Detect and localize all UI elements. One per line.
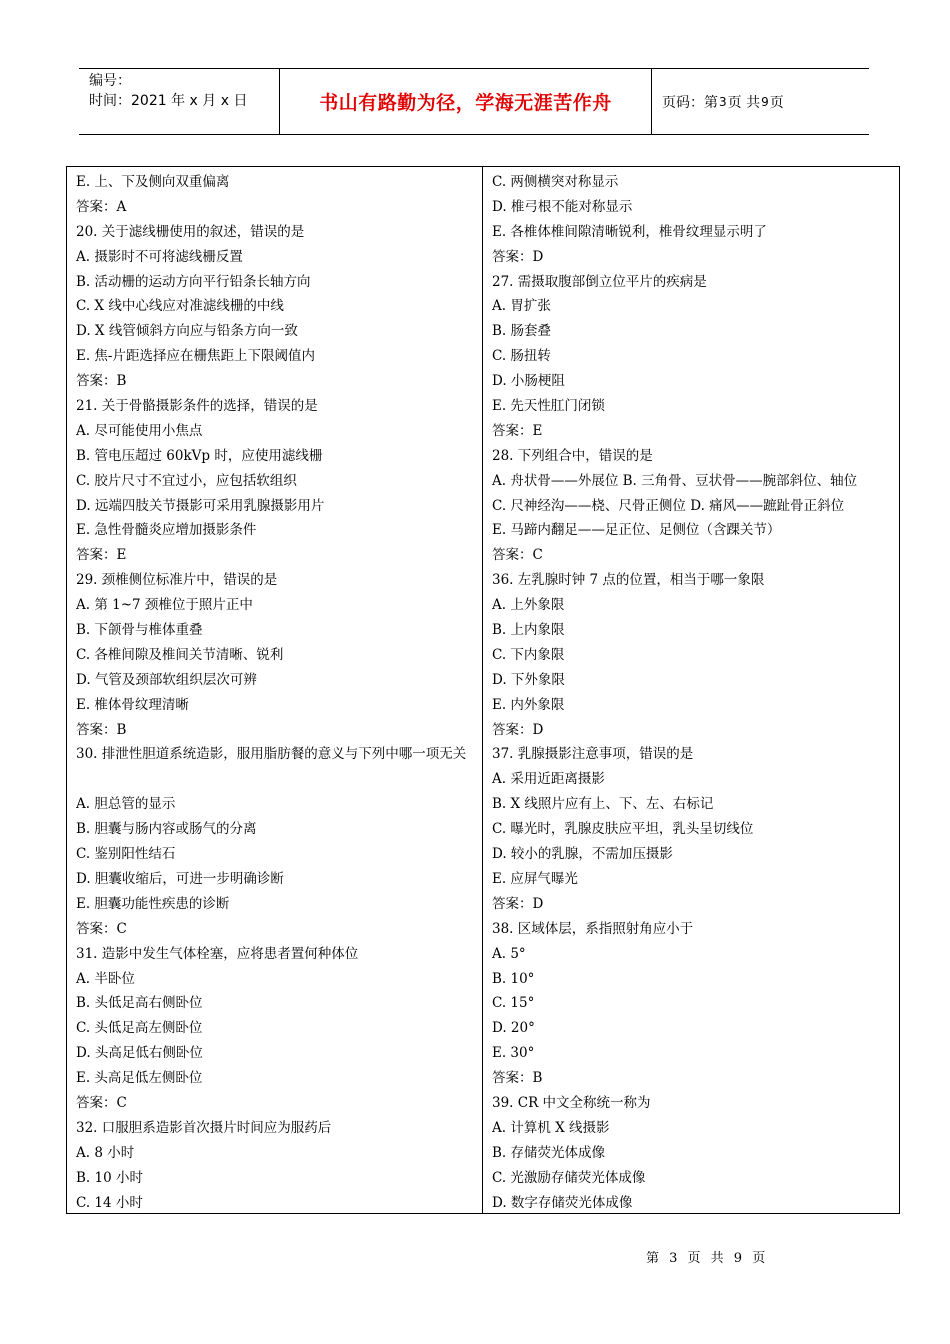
- answer-line: 答案：B: [76, 373, 127, 390]
- question-stem: 36. 左乳腺时钟 7 点的位置，相当于哪一象限: [492, 572, 765, 589]
- option-line: D. 椎弓根不能对称显示: [492, 198, 633, 215]
- page-footer: 第 3 页 共 9 页: [646, 1251, 769, 1266]
- option-line: E. 椎体骨纹理清晰: [76, 696, 189, 713]
- option-line: E. 胆囊功能性疾患的诊断: [76, 895, 230, 912]
- option-line: B. 胆囊与肠内容或肠气的分离: [76, 821, 257, 838]
- answer-line: 答案：B: [492, 1070, 543, 1087]
- option-line: D. 数字存储荧光体成像: [492, 1194, 633, 1211]
- option-line: A. 摄影时不可将滤线栅反置: [76, 248, 243, 265]
- column-divider: [482, 167, 483, 1213]
- option-line: B. X 线照片应有上、下、左、右标记: [492, 796, 714, 813]
- answer-line: 答案：D: [492, 895, 544, 912]
- option-line: E. 先天性肛门闭锁: [492, 398, 605, 415]
- option-line: B. 存储荧光体成像: [492, 1144, 606, 1161]
- option-line: A. 尽可能使用小焦点: [76, 422, 203, 439]
- option-line: D. X 线管倾斜方向应与铅条方向一致: [76, 323, 298, 340]
- document-number-label: 编号：: [89, 73, 131, 89]
- answer-line: 答案：C: [76, 920, 127, 937]
- option-line: E. 焦-片距选择应在栅焦距上下限阈值内: [76, 348, 315, 365]
- option-line: D. 20°: [492, 1020, 535, 1037]
- header-motto: 书山有路勤为径，学海无涯苦作舟: [280, 69, 652, 134]
- option-line: B. 活动栅的运动方向平行铅条长轴方向: [76, 273, 311, 290]
- question-stem: 39. CR 中文全称统一称为: [492, 1094, 651, 1111]
- question-stem: 27. 需摄取腹部倒立位平片的疾病是: [492, 273, 707, 290]
- question-stem: 37. 乳腺摄影注意事项，错误的是: [492, 746, 694, 763]
- option-line: C. 尺神经沟——桡、尺骨正侧位 D. 痛风——蹠趾骨正斜位: [492, 497, 845, 514]
- answer-line: 答案：D: [492, 721, 544, 738]
- page-prefix: 页码：第: [662, 94, 718, 111]
- question-stem: 31. 造影中发生气体栓塞，应将患者置何种体位: [76, 945, 359, 962]
- option-line: D. 较小的乳腺，不需加压摄影: [492, 846, 673, 863]
- option-line: E. 上、下及侧向双重偏离: [76, 174, 230, 190]
- header-page-number: [652, 69, 869, 134]
- right-column: [492, 170, 894, 1215]
- answer-line: 答案：E: [492, 422, 543, 439]
- option-line: A. 胆总管的显示: [76, 796, 176, 813]
- option-line: E. 内外象限: [492, 696, 565, 713]
- option-line: A. 8 小时: [76, 1144, 135, 1161]
- option-line: D. 小肠梗阻: [492, 373, 565, 390]
- option-line: B. 上内象限: [492, 622, 565, 639]
- page-total: 9: [761, 94, 769, 109]
- option-line: E. 急性骨髓炎应增加摄影条件: [76, 522, 257, 539]
- question-stem: 32. 口服胆系造影首次摄片时间应为服药后: [76, 1119, 332, 1136]
- option-line: C. 肠扭转: [492, 348, 551, 365]
- option-line: C. 光激励存储荧光体成像: [492, 1169, 646, 1186]
- document-date: 时间：2021 年 x 月 x 日: [89, 93, 248, 109]
- option-line: B. 下颌骨与椎体重叠: [76, 622, 203, 639]
- option-line: C. 鉴别阳性结石: [76, 846, 176, 863]
- option-line: B. 头低足高右侧卧位: [76, 995, 203, 1012]
- question-stem: 29. 颈椎侧位标准片中，错误的是: [76, 572, 278, 589]
- answer-line: 答案：A: [76, 198, 127, 215]
- option-line: B. 10°: [492, 970, 535, 987]
- option-line: B. 肠套叠: [492, 323, 552, 340]
- option-line: E. 30°: [492, 1045, 535, 1062]
- question-table: [66, 166, 900, 1214]
- header-meta: [79, 69, 280, 134]
- answer-line: 答案：C: [492, 547, 543, 564]
- option-line: C. 头低足高左侧卧位: [76, 1020, 203, 1037]
- option-line: B. 10 小时: [76, 1169, 143, 1186]
- page-mid: 页 共: [727, 94, 761, 111]
- question-stem: 28. 下列组合中，错误的是: [492, 447, 653, 464]
- page-header: [79, 68, 869, 135]
- option-line: C. 各椎间隙及椎间关节清晰、锐利: [76, 646, 284, 663]
- option-line: C. 两侧横突对称显示: [492, 174, 619, 190]
- left-column: [76, 170, 478, 1215]
- option-line: C. X 线中心线应对准滤线栅的中线: [76, 298, 284, 315]
- option-line: B. 管电压超过 60kVp 时，应使用滤线栅: [76, 447, 323, 464]
- option-line: D. 气管及颈部软组织层次可辨: [76, 671, 257, 688]
- option-line: C. 胶片尺寸不宜过小，应包括软组织: [76, 472, 297, 489]
- option-line: A. 采用近距离摄影: [492, 771, 605, 788]
- question-stem: 30. 排泄性胆道系统造影，服用脂肪餐的意义与下列中哪一项无关: [76, 746, 467, 763]
- answer-line: 答案：E: [76, 547, 127, 564]
- option-line: D. 胆囊收缩后，可进一步明确诊断: [76, 870, 284, 887]
- option-line: A. 胃扩张: [492, 298, 551, 315]
- option-line: C. 14 小时: [76, 1194, 143, 1211]
- page-suffix: 页: [769, 94, 784, 111]
- question-stem: 38. 区域体层，系指照射角应小于: [492, 920, 694, 937]
- option-line: A. 计算机 X 线摄影: [492, 1119, 610, 1136]
- option-line: E. 各椎体椎间隙清晰锐利，椎骨纹理显示明了: [492, 223, 767, 240]
- option-line: C. 曝光时，乳腺皮肤应平坦，乳头呈切线位: [492, 821, 754, 838]
- option-line: A. 舟状骨——外展位 B. 三角骨、豆状骨——腕部斜位、轴位: [492, 472, 858, 489]
- option-line: E. 马蹄内翻足——足正位、足侧位（含踝关节）: [492, 522, 781, 539]
- question-stem: 20. 关于滤线栅使用的叙述，错误的是: [76, 223, 305, 240]
- option-line: A. 第 1~7 颈椎位于照片正中: [76, 597, 253, 614]
- option-line: E. 头高足低左侧卧位: [76, 1070, 203, 1087]
- answer-line: 答案：B: [76, 721, 127, 738]
- page-current: 3: [719, 94, 727, 109]
- option-line: C. 15°: [492, 995, 535, 1012]
- option-line: A. 上外象限: [492, 597, 565, 614]
- answer-line: 答案：D: [492, 248, 544, 265]
- answer-line: 答案：C: [76, 1094, 127, 1111]
- option-line: D. 下外象限: [492, 671, 565, 688]
- option-line: A. 半卧位: [76, 970, 135, 987]
- option-line: D. 远端四肢关节摄影可采用乳腺摄影用片: [76, 497, 325, 514]
- option-line: C. 下内象限: [492, 646, 565, 663]
- question-stem: 21. 关于骨骼摄影条件的选择，错误的是: [76, 398, 318, 415]
- option-line: E. 应屏气曝光: [492, 870, 578, 887]
- option-line: A. 5°: [492, 945, 526, 962]
- option-line: D. 头高足低右侧卧位: [76, 1045, 203, 1062]
